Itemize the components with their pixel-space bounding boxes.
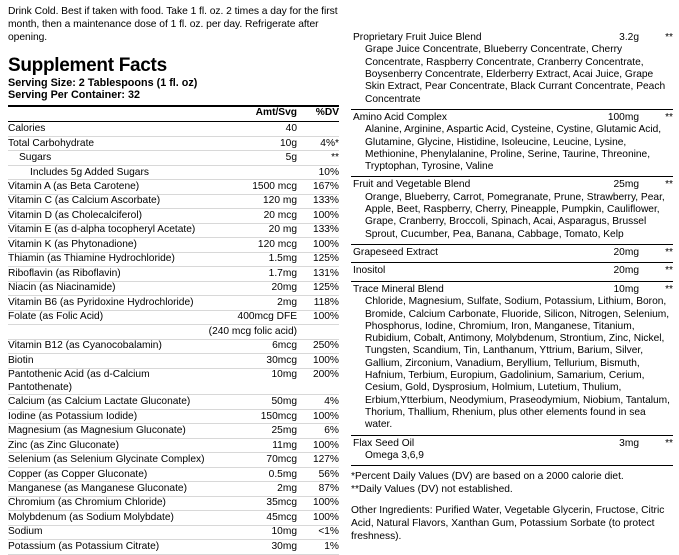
nutrient-amount: 45mcg (209, 511, 297, 525)
blend-dv: ** (665, 111, 673, 123)
blend-ingredients: Omega 3,6,9 (365, 449, 424, 461)
nutrient-name: Molybdenum (as Sodium Molybdate) (8, 511, 209, 525)
nutrient-dv: 125% (297, 252, 339, 266)
footnote-2: **Daily Values (DV) not established. (351, 483, 513, 495)
nutrient-row (8, 325, 339, 339)
nutrient-row (8, 453, 339, 467)
blend-name: Amino Acid Complex (353, 111, 447, 123)
right-column (345, 0, 679, 542)
blend-ingredients: Orange, Blueberry, Carrot, Pomegranate, Prune, Strawberry, Pear, Apple, Beet, Raspberry, Cherry, Pineapple, Pumpkin, Cauliflower, Grape, Cranberry, Broccoli, Spinach, Acai, Asparagus, Brussel Sprout, Cucumber, Pea, Banana, Cabbage, Tomato, Kelp (365, 191, 665, 240)
nutrient-amount: 6mcg (209, 339, 297, 353)
nutrient-dv: 100% (297, 511, 339, 525)
blend-block (351, 435, 673, 466)
nutrient-amount: 50mg (209, 395, 297, 409)
nutrient-name: Manganese (as Manganese Gluconate) (8, 482, 209, 496)
nutrient-amount: 70mcg (209, 453, 297, 467)
blend-amount: 20mg (613, 247, 639, 259)
nutrient-row (8, 122, 339, 136)
nutrient-dv: 131% (297, 267, 339, 281)
nutrient-name: Calcium (as Calcium Lactate Gluconate) (8, 395, 209, 409)
nutrient-name: Vitamin E (as d-alpha tocopheryl Acetate) (8, 223, 209, 237)
nutrient-dv: 87% (297, 482, 339, 496)
nutrient-name (8, 325, 209, 339)
nutrient-dv: 167% (297, 180, 339, 194)
nutrient-row (8, 368, 339, 395)
nutrient-row (8, 223, 339, 237)
blend-amount: 100mg (607, 111, 639, 123)
nutrient-row (8, 209, 339, 223)
nutrient-dv: 100% (297, 310, 339, 324)
nutrient-name: Magnesium (as Magnesium Gluconate) (8, 424, 209, 438)
blend-block (351, 281, 673, 435)
nutrient-row (8, 194, 339, 208)
blend-header (351, 179, 673, 191)
nutrient-dv: 6% (297, 424, 339, 438)
nutrient-name: Total Carbohydrate (8, 136, 209, 150)
nutrient-name: Vitamin C (as Calcium Ascorbate) (8, 194, 209, 208)
nutrient-row (8, 180, 339, 194)
blend-header (351, 32, 673, 44)
nutrient-table (8, 107, 339, 555)
nutrient-amount: 1.5mg (209, 252, 297, 266)
nutrient-dv: 4%* (297, 136, 339, 150)
nutrient-dv: 100% (297, 209, 339, 223)
nutrient-row (8, 496, 339, 510)
footnote-1: *Percent Daily Values (DV) are based on a 2000 calorie diet. (351, 471, 624, 483)
nutrient-row (8, 267, 339, 281)
nutrient-dv: 118% (297, 296, 339, 310)
nutrient-amount: 150mcg (209, 409, 297, 423)
nutrient-amount: 20 mcg (209, 209, 297, 223)
nutrient-amount: 120 mcg (209, 238, 297, 252)
nutrient-name: Potassium (as Potassium Citrate) (8, 540, 209, 554)
nutrient-name: Selenium (as Selenium Glycinate Complex) (8, 453, 209, 467)
nutrient-amount: 30mcg (209, 354, 297, 368)
blend-block (351, 244, 673, 262)
blend-amount: 25mg (613, 179, 639, 191)
nutrient-amount (209, 165, 297, 179)
nutrient-amount: (240 mcg folic acid) (209, 325, 297, 339)
footnotes (351, 466, 673, 496)
directions-text: Drink Cold. Best if taken with food. Take 1 fl. oz. 2 times a day for the first month, then a maintenance dose of 1 fl. oz. per day. Refrigerate after opening. (8, 6, 338, 44)
nutrient-name: Vitamin B6 (as Pyridoxine Hydrochloride) (8, 296, 209, 310)
blend-name: Inositol (353, 265, 386, 277)
col-header-name (8, 107, 209, 120)
col-header-dv: %DV (315, 107, 339, 119)
nutrient-row (8, 238, 339, 252)
nutrient-amount: 5g (209, 151, 297, 165)
nutrient-row (8, 424, 339, 438)
blend-amount: 10mg (613, 283, 639, 295)
nutrient-amount: 20mg (209, 281, 297, 295)
nutrient-amount: 10g (209, 136, 297, 150)
nutrient-name: Iodine (as Potassium Iodide) (8, 409, 209, 423)
nutrient-name: Pantothenic Acid (as d-Calcium Pantothenate) (8, 368, 209, 395)
nutrient-amount: 30mg (209, 540, 297, 554)
blend-dv: ** (665, 179, 673, 191)
servings-per-container: Serving Per Container: 32 (8, 89, 141, 102)
nutrient-dv: 56% (297, 467, 339, 481)
nutrient-dv: 4% (297, 395, 339, 409)
blend-ingredients: Chloride, Magnesium, Sulfate, Sodium, Potassium, Lithium, Boron, Bromide, Calcium Carbonate, Fluoride, Silicon, Nitrogen, Selenium, Phosphorus, Iodine, Chromium, Iron, Manganese, Titanium, Rubidium, Cobalt, Antimony, Molybdenum, Strontium, Zinc, Nickel, Tungsten, Scandium, Tin, Lanthanum, Yttrium, Barium, Silver, Gallium, Zirconium, Vanadium, Beryllium, Tellurium, Bismuth, Hafnium, Terbium, Europium, Gadolinium, Samarium, Cerium, Cesium, Gold, Dysprosium, Holmium, Lutetium, Thulium, Erbium,Ytterbium, Neodymium, Praseodymium, Niobium, Tantalum, Thorium, Thallium, Rhenium, plus other elements found in sea water. (365, 296, 670, 431)
nutrient-amount: 20 mg (209, 223, 297, 237)
nutrient-dv: 10% (297, 165, 339, 179)
nutrient-amount: 0.5mg (209, 467, 297, 481)
col-header-amount: Amt/Svg (255, 107, 297, 119)
nutrient-row (8, 151, 339, 165)
nutrient-row (8, 511, 339, 525)
nutrient-row (8, 296, 339, 310)
blend-amount: 3.2g (619, 32, 639, 43)
nutrient-name: Sugars (8, 151, 209, 165)
nutrient-name: Includes 5g Added Sugars (8, 165, 209, 179)
nutrient-amount: 10mg (209, 368, 297, 395)
nutrient-amount: 2mg (209, 296, 297, 310)
nutrient-name: Chromium (as Chromium Chloride) (8, 496, 209, 510)
nutrient-row (8, 281, 339, 295)
supplement-facts-panel (8, 55, 339, 555)
nutrient-dv: ** (297, 151, 339, 165)
nutrient-name: Thiamin (as Thiamine Hydrochloride) (8, 252, 209, 266)
nutrient-dv: <1% (297, 525, 339, 539)
nutrient-amount: 35mcg (209, 496, 297, 510)
nutrient-row (8, 310, 339, 324)
blend-amount: 3mg (619, 437, 639, 449)
nutrient-amount: 2mg (209, 482, 297, 496)
blend-header (351, 112, 673, 124)
nutrient-amount: 40 (209, 122, 297, 136)
nutrient-amount: 1.7mg (209, 267, 297, 281)
blend-block (351, 176, 673, 244)
nutrient-dv (297, 325, 339, 339)
nutrient-row (8, 354, 339, 368)
blend-dv: ** (665, 32, 673, 43)
nutrient-dv: 250% (297, 339, 339, 353)
nutrient-dv: 100% (297, 496, 339, 510)
nutrient-name: Calories (8, 122, 209, 136)
nutrient-row (8, 395, 339, 409)
blend-name: Flax Seed Oil (353, 437, 415, 449)
blend-ingredients: Grape Juice Concentrate, Blueberry Concentrate, Cherry Concentrate, Raspberry Concentrate, Cranberry Concentrate, Boysenberry Concentrate, Elderberry Extract, Acai Juice, Grape Skin Extract, Pear Concentrate, Black Currant Concentrate, Peach Concentrate (365, 44, 666, 105)
nutrient-table-header (8, 107, 339, 120)
blend-block (351, 262, 673, 280)
blend-name: Grapeseed Extract (353, 247, 438, 259)
blend-dv: ** (665, 283, 673, 295)
nutrient-row (8, 165, 339, 179)
nutrient-dv (297, 122, 339, 136)
nutrient-dv: 100% (297, 438, 339, 452)
nutrient-amount: 25mg (209, 424, 297, 438)
nutrient-name: Vitamin A (as Beta Carotene) (8, 180, 209, 194)
blend-list (351, 30, 673, 465)
nutrient-name: Copper (as Copper Gluconate) (8, 467, 209, 481)
blend-header (351, 247, 673, 259)
other-ingredients: Other Ingredients: Purified Water, Vegetable Glycerin, Fructose, Citric Acid, Natural Flavors, Xanthan Gum, Potassium Sorbate (to protect freshness). (351, 505, 665, 542)
nutrient-name: Vitamin B12 (as Cyanocobalamin) (8, 339, 209, 353)
blend-dv: ** (665, 265, 673, 277)
nutrient-amount: 400mcg DFE (209, 310, 297, 324)
nutrient-row (8, 409, 339, 423)
blend-name: Proprietary Fruit Juice Blend (353, 32, 482, 43)
nutrient-name: Sodium (8, 525, 209, 539)
blend-name: Fruit and Vegetable Blend (353, 179, 471, 191)
nutrient-name: Vitamin D (as Cholecalciferol) (8, 209, 209, 223)
nutrient-dv: 133% (297, 223, 339, 237)
blend-name: Trace Mineral Blend (353, 283, 444, 295)
nutrient-row (8, 339, 339, 353)
nutrient-dv: 133% (297, 194, 339, 208)
nutrient-amount: 11mg (209, 438, 297, 452)
blend-ingredients: Alanine, Arginine, Aspartic Acid, Cysteine, Cystine, Glutamic Acid, Glutamine, Glycine, Histidine, Isoleucine, Leucine, Lysine, Methionine, Phenylalanine, Proline, Serine, Taurine, Threonine, Tryptophan, Tyrosine, Valine (365, 124, 662, 173)
nutrient-row (8, 540, 339, 554)
nutrient-amount: 10mg (209, 525, 297, 539)
nutrient-name: Folate (as Folic Acid) (8, 310, 209, 324)
nutrient-amount: 1500 mcg (209, 180, 297, 194)
nutrient-name: Vitamin K (as Phytonadione) (8, 238, 209, 252)
nutrient-name: Niacin (as Niacinamide) (8, 281, 209, 295)
blend-dv: ** (665, 437, 673, 449)
nutrient-name: Riboflavin (as Riboflavin) (8, 267, 209, 281)
serving-size: Serving Size: 2 Tablespoons (1 fl. oz) (8, 76, 198, 89)
nutrient-amount: 120 mg (209, 194, 297, 208)
blend-block (351, 30, 673, 109)
nutrient-row (8, 252, 339, 266)
nutrient-name: Biotin (8, 354, 209, 368)
nutrient-row (8, 438, 339, 452)
blend-header (351, 265, 673, 277)
nutrient-dv: 100% (297, 238, 339, 252)
nutrient-dv: 100% (297, 409, 339, 423)
nutrient-row (8, 525, 339, 539)
nutrient-dv: 100% (297, 354, 339, 368)
blend-block (351, 109, 673, 177)
nutrient-name: Zinc (as Zinc Gluconate) (8, 438, 209, 452)
nutrient-dv: 200% (297, 368, 339, 395)
blend-header (351, 284, 673, 296)
blend-header (351, 438, 673, 450)
nutrient-row (8, 467, 339, 481)
nutrient-dv: 127% (297, 453, 339, 467)
nutrient-row (8, 136, 339, 150)
panel-title: Supplement Facts (8, 54, 167, 76)
nutrient-row (8, 482, 339, 496)
blend-amount: 20mg (613, 265, 639, 277)
blend-dv: ** (665, 247, 673, 259)
nutrient-dv: 1% (297, 540, 339, 554)
nutrient-dv: 125% (297, 281, 339, 295)
